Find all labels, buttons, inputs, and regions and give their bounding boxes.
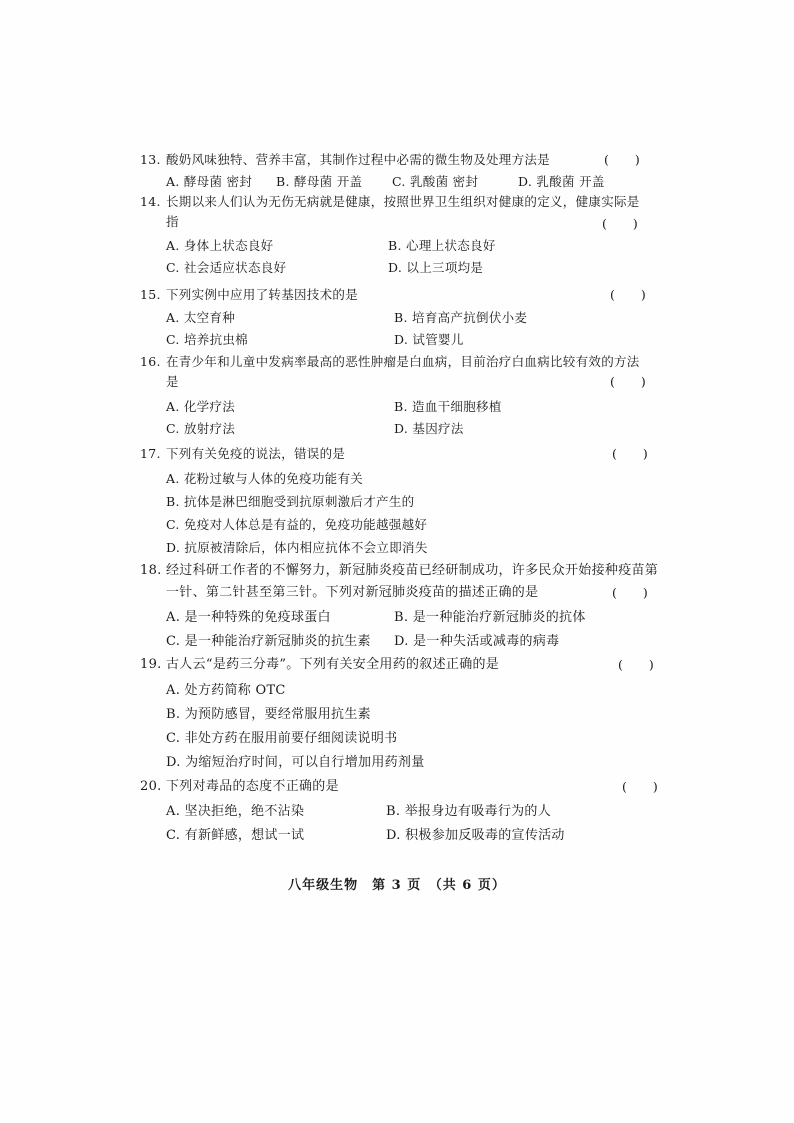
option-a: A. 太空育种 bbox=[166, 310, 236, 325]
question-number: 14. bbox=[140, 194, 161, 209]
option-b: B. 心理上状态良好 bbox=[388, 238, 496, 253]
option-a: A. 酵母菌 密封 bbox=[166, 174, 253, 189]
option-b: B. 举报身边有吸毒行为的人 bbox=[386, 804, 552, 819]
option-d: D. 是一种失活或减毒的病毒 bbox=[394, 634, 560, 649]
question-15 bbox=[140, 285, 660, 350]
option-d: D. 抗原被清除后，体内相应抗体不会立即消失 bbox=[166, 540, 428, 555]
question-16 bbox=[140, 352, 660, 439]
option-b: B. 为预防感冒，要经常服用抗生素 bbox=[166, 707, 371, 722]
option-c: C. 社会适应状态良好 bbox=[166, 260, 287, 275]
option-b: B. 酵母菌 开盖 bbox=[276, 174, 363, 189]
question-number: 18. bbox=[140, 563, 162, 578]
question-stem-cont: 指 bbox=[166, 214, 179, 229]
option-d: D. 乳酸菌 开盖 bbox=[518, 174, 605, 189]
option-a: A. 坚决拒绝，绝不沾染 bbox=[166, 804, 305, 819]
question-19 bbox=[140, 654, 660, 775]
option-c: C. 放射疗法 bbox=[166, 421, 236, 436]
question-number: 15. bbox=[140, 287, 161, 302]
answer-bracket: ( ) bbox=[610, 287, 646, 302]
question-stem: 古人云“是药三分毒”。下列有关安全用药的叙述正确的是 bbox=[166, 657, 500, 672]
answer-bracket: ( ) bbox=[618, 657, 654, 672]
question-number: 20. bbox=[140, 779, 162, 794]
option-d: D. 基因疗法 bbox=[394, 421, 464, 436]
option-b: B. 是一种能治疗新冠肺炎的抗体 bbox=[394, 610, 586, 625]
option-b: B. 造血干细胞移植 bbox=[394, 399, 502, 414]
option-c: C. 是一种能治疗新冠肺炎的抗生素 bbox=[166, 634, 371, 649]
answer-bracket: ( ) bbox=[612, 446, 648, 461]
question-stem: 下列对毒品的态度不正确的是 bbox=[166, 779, 339, 794]
option-b: B. 抗体是淋巴细胞受到抗原刺激后才产生的 bbox=[166, 494, 415, 509]
question-number: 13. bbox=[140, 152, 161, 167]
question-17 bbox=[140, 444, 660, 559]
question-number: 16. bbox=[140, 354, 161, 369]
question-20 bbox=[140, 776, 660, 847]
answer-bracket: ( ) bbox=[622, 779, 658, 794]
question-stem-cont: 一针、第二针甚至第三针。下列对新冠肺炎疫苗的描述正确的是 bbox=[166, 585, 539, 600]
option-a: A. 身体上状态良好 bbox=[166, 238, 274, 253]
question-number: 19. bbox=[140, 657, 162, 672]
question-number: 17. bbox=[140, 446, 161, 461]
question-stem: 在青少年和儿童中发病率最高的恶性肿瘤是白血病，目前治疗白血病比较有效的方法 bbox=[166, 354, 640, 369]
option-a: A. 处方药简称 OTC bbox=[166, 683, 286, 698]
option-b: B. 培育高产抗倒伏小麦 bbox=[394, 310, 528, 325]
option-a: A. 化学疗法 bbox=[166, 399, 236, 414]
question-14 bbox=[140, 192, 660, 278]
answer-bracket: ( ) bbox=[602, 216, 638, 231]
option-d: D. 以上三项均是 bbox=[388, 260, 484, 275]
option-a: A. 花粉过敏与人体的免疫功能有关 bbox=[166, 471, 364, 486]
question-stem: 下列实例中应用了转基因技术的是 bbox=[166, 287, 359, 302]
page-footer: 八年级生物 第 3 页 （共 6 页） bbox=[288, 878, 506, 893]
question-stem: 经过科研工作者的不懈努力，新冠肺炎疫苗已经研制成功，许多民众开始接种疫苗第 bbox=[166, 563, 659, 578]
question-stem: 酸奶风味独特、营养丰富，其制作过程中必需的微生物及处理方法是 bbox=[166, 152, 551, 167]
option-d: D. 为缩短治疗时间，可以自行增加用药剂量 bbox=[166, 755, 425, 770]
question-13 bbox=[140, 150, 660, 192]
question-18 bbox=[140, 560, 660, 653]
option-d: D. 积极参加反吸毒的宣传活动 bbox=[386, 828, 565, 843]
question-stem: 下列有关免疫的说法，错误的是 bbox=[166, 446, 346, 461]
answer-bracket: ( ) bbox=[604, 152, 640, 167]
option-c: C. 免疫对人体总是有益的，免疫功能越强越好 bbox=[166, 517, 428, 532]
option-d: D. 试管婴儿 bbox=[394, 332, 464, 347]
option-c: C. 非处方药在服用前要仔细阅读说明书 bbox=[166, 731, 398, 746]
answer-bracket: ( ) bbox=[610, 374, 646, 389]
question-stem-cont: 是 bbox=[166, 374, 179, 389]
answer-bracket: ( ) bbox=[612, 585, 648, 600]
question-stem: 长期以来人们认为无伤无病就是健康，按照世界卫生组织对健康的定义，健康实际是 bbox=[166, 194, 640, 209]
option-c: C. 乳酸菌 密封 bbox=[392, 174, 479, 189]
option-c: C. 有新鲜感，想试一试 bbox=[166, 828, 305, 843]
option-c: C. 培养抗虫棉 bbox=[166, 332, 248, 347]
option-a: A. 是一种特殊的免疫球蛋白 bbox=[166, 610, 331, 625]
